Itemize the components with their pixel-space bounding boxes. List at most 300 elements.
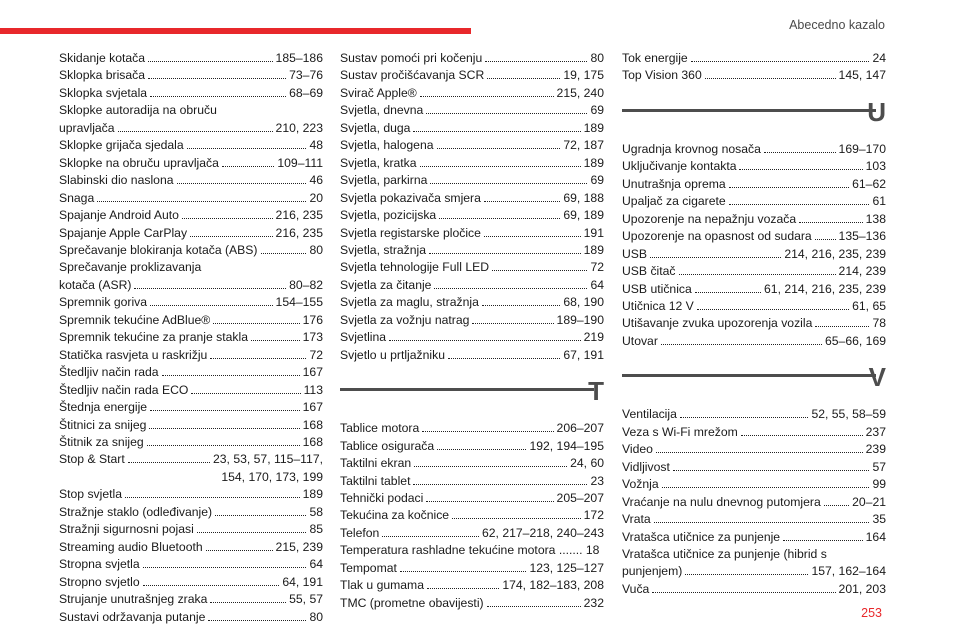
dot-leader <box>413 131 580 132</box>
dot-leader <box>215 515 306 516</box>
index-term: Taktilni tablet <box>340 473 411 488</box>
index-pages: 20–21 <box>852 494 886 509</box>
index-term: Svjetla tehnologije Full LED <box>340 260 490 275</box>
index-term: Top Vision 360 <box>622 68 702 83</box>
dot-leader <box>783 540 863 541</box>
index-pages: 206–207 <box>556 421 604 436</box>
index-entry <box>59 190 323 207</box>
index-entry <box>59 207 323 224</box>
index-term: Štednja energije <box>59 400 148 415</box>
dot-leader <box>662 487 870 488</box>
index-entry <box>340 560 604 577</box>
index-term: Stražnji sigurnosni pojasi <box>59 522 194 537</box>
index-pages: 145, 147 <box>838 68 886 83</box>
dot-leader <box>697 309 849 310</box>
dot-leader <box>691 61 870 62</box>
index-pages: 239 <box>865 442 886 457</box>
index-term: Vuča <box>622 581 650 596</box>
index-pages: 69, 189 <box>563 208 604 223</box>
index-term: Svjetla za vožnju natrag <box>340 312 470 327</box>
index-term: Tekućina za kočnice <box>340 508 450 523</box>
index-term: Vrata <box>622 512 651 527</box>
dot-leader <box>422 431 553 432</box>
dot-leader <box>492 270 587 271</box>
dot-leader <box>650 257 781 258</box>
dot-leader <box>222 166 274 167</box>
dot-leader <box>656 452 863 453</box>
index-pages: 135–136 <box>838 229 886 244</box>
index-term: Štitnici za snijeg <box>59 417 147 432</box>
index-term: Spajanje Apple CarPlay <box>59 225 188 240</box>
header-accent-bar <box>0 28 471 34</box>
index-entry <box>340 155 604 172</box>
index-entry <box>340 137 604 154</box>
index-term: Sklopka svjetala <box>59 85 148 100</box>
index-term: Tempomat <box>340 560 397 575</box>
index-entry <box>340 438 604 455</box>
section-letter: U <box>867 96 886 127</box>
index-entry <box>59 347 323 364</box>
index-term: Ugradnja krovnog nosača <box>622 141 761 156</box>
dot-leader <box>437 148 561 149</box>
index-term: Strujanje unutrašnjeg zraka <box>59 592 208 607</box>
index-term: Tehnički podaci <box>340 490 424 505</box>
dot-leader <box>150 305 272 306</box>
index-entry <box>59 155 323 172</box>
index-term: Svjetlina <box>340 330 387 345</box>
index-term: Štedljiv način rada <box>59 365 159 380</box>
index-term: Sklopka brisača <box>59 68 146 83</box>
index-entry <box>340 190 604 207</box>
index-pages: 167 <box>302 365 323 380</box>
index-pages: 62, 217–218, 240–243 <box>482 525 604 540</box>
index-pages: 72 <box>590 260 604 275</box>
dot-leader <box>125 497 300 498</box>
dot-leader <box>210 358 306 359</box>
index-pages: 154–155 <box>275 295 323 310</box>
index-pages: 23, 53, 57, 115–117, <box>212 452 323 467</box>
index-term: Svjetla za čitanje <box>340 277 432 292</box>
index-term: Upozorenje na nepažnju vozača <box>622 211 797 226</box>
dot-leader <box>150 96 286 97</box>
index-term: Skidanje kotača <box>59 51 146 65</box>
index-column-2 <box>340 50 604 612</box>
index-term: Uključivanje kontakta <box>622 159 737 174</box>
dot-leader <box>815 326 869 327</box>
index-entry <box>340 225 604 242</box>
dot-leader <box>118 131 273 132</box>
index-term: Svjetla, duga <box>340 120 411 135</box>
index-entry <box>622 193 886 210</box>
index-pages: 185–186 <box>275 51 323 65</box>
index-term: Svjetla registarske pločice <box>340 225 481 240</box>
index-entry <box>622 228 886 245</box>
index-entry <box>622 459 886 476</box>
index-entry <box>340 577 604 594</box>
index-term: Svjetlo u prtljažniku <box>340 347 445 362</box>
dot-leader <box>128 462 210 463</box>
index-term: Sustav pročišćavanja SCR <box>340 68 485 83</box>
index-term: Svjetla pokazivača smjera <box>340 190 481 205</box>
index-term: Video <box>622 442 653 457</box>
index-term: Utovar <box>622 333 658 348</box>
dot-leader <box>799 222 863 223</box>
index-pages: 69 <box>590 103 604 118</box>
index-pages: 174, 182–183, 208 <box>502 578 604 593</box>
index-entry <box>59 242 323 259</box>
section-divider <box>622 374 876 377</box>
index-term: Svjetla, halogena <box>340 138 434 153</box>
index-pages: 192, 194–195 <box>529 438 604 453</box>
index-entry <box>59 67 323 84</box>
index-term: Sustav pomoći pri kočenju <box>340 51 483 65</box>
dot-leader <box>210 602 286 603</box>
index-entry <box>340 507 604 524</box>
index-term: upravljača <box>59 120 115 135</box>
dot-leader <box>487 78 560 79</box>
index-term: Statička rasvjeta u raskrižju <box>59 347 208 362</box>
index-entry <box>622 476 886 493</box>
index-pages: 189 <box>583 155 604 170</box>
index-pages: 232 <box>583 595 604 610</box>
index-entry <box>622 441 886 458</box>
index-term: Stražnje staklo (odleđivanje) <box>59 504 213 519</box>
index-entry <box>59 329 323 346</box>
index-term: Spremnik tekućine za pranje stakla <box>59 330 249 345</box>
index-entry <box>622 158 886 175</box>
index-entry <box>59 172 323 189</box>
index-pages: 69 <box>590 173 604 188</box>
dot-leader <box>251 340 300 341</box>
index-entry <box>340 207 604 224</box>
index-pages: 168 <box>302 434 323 449</box>
index-term: Svjetla, kratka <box>340 155 417 170</box>
index-term: Vidljivost <box>622 459 670 474</box>
index-term: Štedljiv način rada ECO <box>59 382 189 397</box>
index-pages: 73–76 <box>289 68 323 83</box>
index-entry <box>340 455 604 472</box>
dot-leader <box>695 292 761 293</box>
index-pages: 205–207 <box>556 490 604 505</box>
index-pages: 20 <box>309 190 323 205</box>
index-term: Upaljač za cigarete <box>622 194 726 209</box>
index-entry <box>622 281 886 298</box>
index-pages: 46 <box>309 173 323 188</box>
dot-leader <box>652 592 835 593</box>
index-term: Sprečavanje blokiranja kotača (ABS) <box>59 242 258 257</box>
index-entry <box>622 333 886 350</box>
index-pages: 113 <box>303 382 323 397</box>
dot-leader <box>472 323 553 324</box>
dot-leader <box>413 484 587 485</box>
index-pages: 24 <box>872 51 886 65</box>
dot-leader <box>147 445 300 446</box>
dot-leader <box>148 78 286 79</box>
index-term: Veza s Wi-Fi mrežom <box>622 424 738 439</box>
dot-leader <box>206 550 273 551</box>
index-term: Ventilacija <box>622 407 677 422</box>
section-heading-u <box>622 85 886 141</box>
index-term: Svjetla, stražnja <box>340 242 427 257</box>
index-entry: Temperatura rashladne tekućine motora ....... 18 <box>340 543 600 558</box>
dot-leader <box>484 236 581 237</box>
index-entry <box>59 609 323 626</box>
index-pages: 164 <box>865 529 886 544</box>
index-pages: 237 <box>865 424 886 439</box>
dot-leader <box>680 417 809 418</box>
index-column-3 <box>622 50 886 598</box>
index-entry <box>59 364 323 381</box>
index-entry <box>622 406 886 423</box>
index-entry <box>340 102 604 119</box>
index-pages: 69, 188 <box>563 190 604 205</box>
index-term: Spremnik goriva <box>59 295 148 310</box>
index-entry-prefix: Vratašca utičnice za punjenje (hibrid s <box>622 546 827 561</box>
index-term: kotača (ASR) <box>59 277 132 292</box>
index-pages: 61, 65 <box>852 298 886 313</box>
index-entry <box>622 263 886 280</box>
index-term: Sklopke grijača sjedala <box>59 138 184 153</box>
index-term: Stop & Start <box>59 452 125 467</box>
index-pages: 64 <box>590 277 604 292</box>
dot-leader <box>97 201 306 202</box>
index-pages: 55, 57 <box>289 592 323 607</box>
index-term: Stop svjetla <box>59 487 123 502</box>
dot-leader <box>134 288 286 289</box>
index-pages: 19, 175 <box>563 68 604 83</box>
index-pages: 216, 235 <box>275 225 323 240</box>
index-term: Svjetla, pozicijska <box>340 208 437 223</box>
index-entry <box>59 486 323 503</box>
index-entry <box>340 259 604 276</box>
dot-leader <box>430 183 587 184</box>
index-term: Svjetla za maglu, stražnja <box>340 295 479 310</box>
dot-leader <box>673 470 870 471</box>
index-pages: 210, 223 <box>275 120 323 135</box>
index-entry-prefix: Sklopke autoradija na obruču <box>59 103 217 118</box>
dot-leader <box>487 606 581 607</box>
index-pages: 80 <box>309 242 323 257</box>
index-entry <box>340 595 604 612</box>
index-entry <box>622 563 886 580</box>
dot-leader <box>429 253 581 254</box>
dot-leader <box>382 536 479 537</box>
index-entry <box>622 50 886 67</box>
dot-leader <box>420 96 554 97</box>
index-pages: 78 <box>872 316 886 331</box>
index-term: USB <box>622 246 648 261</box>
index-entry <box>340 85 604 102</box>
index-pages: 52, 55, 58–59 <box>811 407 886 422</box>
index-pages: 189–190 <box>556 312 604 327</box>
dot-leader <box>143 585 280 586</box>
dot-leader <box>187 148 307 149</box>
dot-leader <box>190 236 272 237</box>
index-term: Spajanje Android Auto <box>59 208 179 223</box>
dot-leader <box>149 428 299 429</box>
index-entry <box>59 539 323 556</box>
index-term: Tlak u gumama <box>340 578 424 593</box>
index-entry <box>340 490 604 507</box>
section-heading-t <box>340 364 604 420</box>
dot-leader <box>764 152 836 153</box>
index-term: Upozorenje na opasnost od sudara <box>622 229 812 244</box>
index-entry <box>59 504 323 521</box>
index-pages: 72 <box>309 347 323 362</box>
dot-leader <box>815 239 836 240</box>
index-pages: 214, 216, 235, 239 <box>784 246 886 261</box>
dot-leader <box>439 218 560 219</box>
index-term: TMC (prometne obavijesti) <box>340 595 484 610</box>
dot-leader <box>148 61 273 62</box>
index-term: Vratašca utičnice za punjenje <box>622 529 781 544</box>
dot-leader <box>705 78 836 79</box>
index-entry <box>59 451 323 468</box>
index-term: Štitnik za snijeg <box>59 434 144 449</box>
index-entry <box>622 511 886 528</box>
dot-leader <box>191 393 300 394</box>
dot-leader <box>261 253 307 254</box>
index-column-1 <box>59 50 323 626</box>
index-entry <box>622 176 886 193</box>
dot-leader <box>150 410 300 411</box>
index-term: Svirač Apple® <box>340 85 417 100</box>
index-pages: 219 <box>583 330 604 345</box>
index-entry <box>622 211 886 228</box>
index-term: Tablice osigurača <box>340 438 435 453</box>
index-term: Vraćanje na nulu dnevnog putomjera <box>622 494 821 509</box>
dot-leader <box>213 323 299 324</box>
index-entry <box>59 312 323 329</box>
index-term: USB utičnica <box>622 281 692 296</box>
dot-leader <box>739 169 862 170</box>
index-pages: 123, 125–127 <box>529 560 604 575</box>
dot-leader <box>661 344 822 345</box>
index-pages: 172 <box>583 508 604 523</box>
dot-leader <box>162 375 300 376</box>
dot-leader <box>729 187 849 188</box>
index-entry <box>340 277 604 294</box>
index-term: Unutrašnja oprema <box>622 176 726 191</box>
dot-leader <box>197 532 307 533</box>
index-pages: 215, 240 <box>556 85 604 100</box>
index-term: Stropna svjetla <box>59 557 140 572</box>
index-pages: 167 <box>302 400 323 415</box>
index-entry <box>59 417 323 434</box>
index-entry <box>59 294 323 311</box>
index-entry <box>59 277 323 294</box>
index-term: Spremnik tekućine AdBlue® <box>59 312 211 327</box>
dot-leader <box>482 305 560 306</box>
dot-leader <box>484 201 560 202</box>
index-pages: 48 <box>309 138 323 153</box>
index-entry <box>340 420 604 437</box>
index-entry <box>622 67 886 84</box>
index-pages: 176 <box>302 312 323 327</box>
index-entry <box>340 347 604 364</box>
index-term: Taktilni ekran <box>340 456 412 471</box>
index-pages: 24, 60 <box>570 456 604 471</box>
index-entry <box>340 473 604 490</box>
index-pages: 157, 162–164 <box>811 564 886 579</box>
page-number: 253 <box>861 606 882 620</box>
index-pages: 189 <box>583 120 604 135</box>
dot-leader <box>741 435 863 436</box>
dot-leader <box>426 501 553 502</box>
dot-leader <box>182 218 273 219</box>
index-entry <box>622 246 886 263</box>
index-entry <box>59 382 323 399</box>
index-pages: 109–111 <box>277 155 323 170</box>
index-entry <box>622 494 886 511</box>
index-entry <box>59 521 323 538</box>
page-header-title: Abecedno kazalo <box>789 18 885 32</box>
index-term: punjenjem) <box>622 564 683 579</box>
dot-leader <box>400 571 527 572</box>
dot-leader <box>448 358 560 359</box>
index-entry <box>59 434 323 451</box>
dot-leader <box>452 518 581 519</box>
dot-leader <box>437 449 526 450</box>
index-pages: 168 <box>302 417 323 432</box>
index-entry <box>622 529 886 546</box>
index-entry <box>622 298 886 315</box>
dot-leader <box>434 288 587 289</box>
dot-leader <box>177 183 307 184</box>
index-pages: 58 <box>309 504 323 519</box>
index-pages: 173 <box>302 330 323 345</box>
index-entry <box>622 581 886 598</box>
index-pages: 57 <box>872 459 886 474</box>
dot-leader <box>679 274 836 275</box>
index-pages: 80–82 <box>289 277 323 292</box>
index-pages: 35 <box>872 512 886 527</box>
index-term: Sklopke na obruču upravljača <box>59 155 219 170</box>
index-pages: 201, 203 <box>838 581 886 596</box>
index-entry <box>340 172 604 189</box>
index-entry-prefix: Sprečavanje proklizavanja <box>59 260 202 275</box>
index-term: Tok energije <box>622 51 688 65</box>
index-term: Snaga <box>59 190 95 205</box>
index-pages: 99 <box>872 477 886 492</box>
index-entry <box>59 556 323 573</box>
dot-leader <box>685 574 808 575</box>
index-pages: 61–62 <box>852 176 886 191</box>
index-pages: 103 <box>865 159 886 174</box>
index-term: USB čitač <box>622 264 676 279</box>
index-pages: 215, 239 <box>275 539 323 554</box>
index-entry <box>340 120 604 137</box>
index-pages: 216, 235 <box>275 208 323 223</box>
index-entry <box>340 312 604 329</box>
dot-leader <box>427 588 499 589</box>
section-letter: V <box>868 362 886 393</box>
index-term: Telefon <box>340 525 380 540</box>
index-entry <box>59 591 323 608</box>
index-pages: 23 <box>590 473 604 488</box>
index-pages: 80 <box>309 609 323 624</box>
index-pages: 191 <box>583 225 604 240</box>
dot-leader <box>389 340 581 341</box>
index-term: Svjetla, dnevna <box>340 103 424 118</box>
index-entry <box>59 120 323 137</box>
index-entry <box>59 137 323 154</box>
section-divider <box>622 109 876 112</box>
index-pages: 85 <box>309 522 323 537</box>
dot-leader <box>654 522 870 523</box>
index-pages: 61 <box>872 194 886 209</box>
index-term: Svjetla, parkirna <box>340 173 428 188</box>
